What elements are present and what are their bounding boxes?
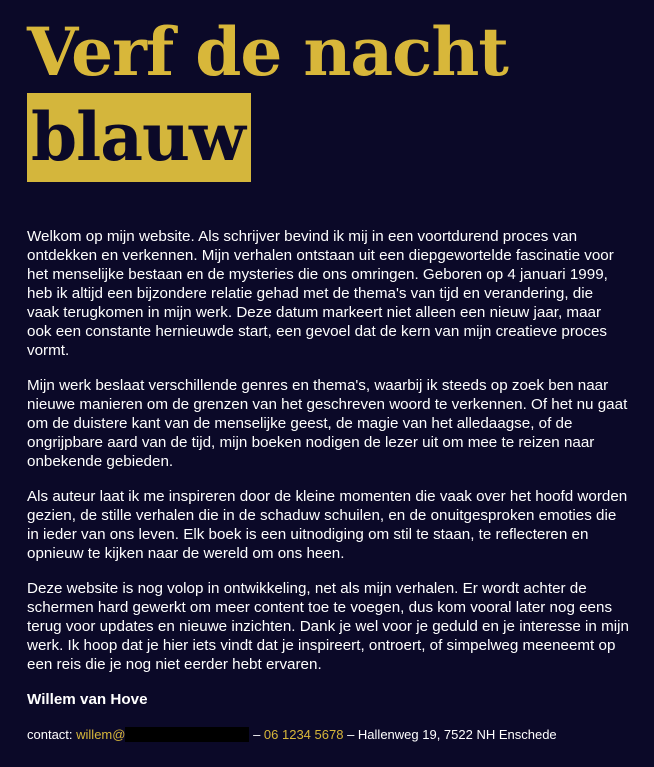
contact-label: contact: <box>27 727 77 742</box>
redacted-email-domain <box>125 727 249 742</box>
page-title-line-2-highlight: blauw <box>27 93 251 182</box>
author-signature: Willem van Hove <box>27 691 148 708</box>
contact-address: Hallenweg 19, 7522 NH Enschede <box>357 727 557 742</box>
intro-paragraph-1: Welkom op mijn website. Als schrijver bevind ik mij in een voortdurend proces van ontdekken en verkennen. Mijn verhalen ontstaan uit een diepgewortelde fascinatie voor het menselijke bestaan en de mysteries die ons omringen. Geboren op 4 januari 1999, heb ik altijd een bijzondere relatie gehad met de thema's van tijd en verandering, die vaak terugkomen in mijn werk. Deze datum markeert niet alleen een nieuw jaar, maar ook een constante hernieuwde start, een gevoel dat de kern van mijn creatieve proces vormt. <box>27 228 614 359</box>
main-content <box>27 227 629 744</box>
contact-phone-link[interactable]: 06 1234 5678 <box>263 727 344 742</box>
contact-separator: – <box>249 727 264 742</box>
contact-separator: – <box>343 727 358 742</box>
intro-paragraph-2: Mijn werk beslaat verschillende genres en thema's, waarbij ik steeds op zoek ben naar nieuwe manieren om de grenzen van het geschreven woord te verkennen. Of het nu gaat om de duistere kant van de menselijke geest, de magie van het alledaagse, of de ongrijpbare aard van de tijd, mijn boeken nodigen de lezer uit om mee te reizen naar onbekende gebieden. <box>27 377 628 470</box>
contact-email-text: willem@ <box>76 727 126 742</box>
intro-paragraph-3: Als auteur laat ik me inspireren door de kleine momenten die vaak over het hoofd worden gezien, de stille verhalen die in de schaduw schuilen, en de onuitgesproken emoties die in ieder van ons leven. Elk boek is een uitnodiging om stil te staan, te reflecteren en opnieuw te kijken naar de wereld om ons heen. <box>27 488 628 562</box>
intro-paragraph-4: Deze website is nog volop in ontwikkeling, net als mijn verhalen. Er wordt achter de schermen hard gewerkt om meer content toe te voegen, dus kom vooral later nog eens terug voor updates en nieuwe inzichten. Dank je wel voor je geduld en je interesse in mijn werk. Ik hoop dat je hier iets vindt dat je inspireert, ontroert, of simpelweg meeneemt op een reis die je nog niet eerder hebt ervaren. <box>27 580 629 673</box>
contact-email-link[interactable] <box>76 727 249 742</box>
contact-line <box>27 726 629 744</box>
page-title-line-1: Verf de nacht <box>27 13 508 91</box>
